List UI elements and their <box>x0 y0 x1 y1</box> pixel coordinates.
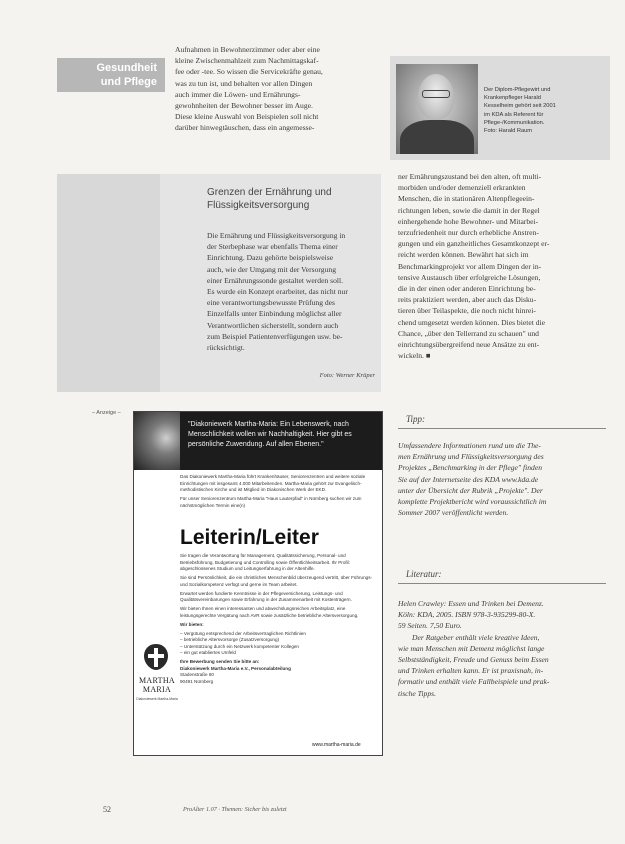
text-line: Sie auf der Internetseite des KDA www.kda.de <box>398 474 539 484</box>
text-line: darüber hinwegtäuschen, dass ein angemesse- <box>175 123 315 133</box>
text-line: auch immer die Löwen- und Ernährungs- <box>175 89 301 99</box>
martha-maria-logo-icon <box>142 642 170 672</box>
text-line: reits praktiziert werden, aber auch das Disku- <box>398 295 537 305</box>
text-line: wickeln. ■ <box>398 351 431 361</box>
caption-line: im KDA als Referent für <box>484 111 544 118</box>
boxed-article-text <box>207 230 375 353</box>
text-line: terzufriedenheit nur durch erhebliche Anstren- <box>398 228 539 238</box>
text-line: gungen und ein ganzheitliches Gesamtkonzept er- <box>398 239 550 249</box>
ad-offer-item: – Vergütung entsprechend der Arbeitsvertraglichen Richtlinien <box>180 630 306 636</box>
tipp-text <box>398 440 606 518</box>
text-line: tensive Austausch über erfolgreiche Lösungen, <box>398 272 541 282</box>
caption-line: Foto: Harald Raum <box>484 128 533 135</box>
literatur-heading: Literatur: <box>398 567 606 584</box>
ad-offer-item: – ein gut etabliertes Umfeld <box>180 650 236 655</box>
text-line: Einrichtung. Dazu gehörte beispielsweise <box>207 253 334 263</box>
text-line: Menschen, die in stationären Altenpflegeein- <box>398 194 535 204</box>
text-line: tieren über Teilaspekte, die noch nicht hinrei- <box>398 306 536 316</box>
text-line: unter der Übersicht der Rubrik „Projekte". Der <box>398 485 543 495</box>
text-line: Verantwortlichen sicherstellt, sondern auch <box>207 320 339 330</box>
text-line: Die Ernährung und Flüssigkeitsversorgung in <box>207 231 346 240</box>
text-line: der Sterbephase war ebenfalls Thema einer <box>207 242 338 252</box>
text-line: zum Beispiel Patientenverfügungen usw. be- <box>207 331 343 341</box>
ad-label: – Anzeige – <box>92 410 121 416</box>
ad-paragraph: Wir bieten Ihnen einen interessanten und abwechslungsreichen Arbeitsplatz, eine leistungsgerechte Vergütung nach AVR sowie zusätzliche betriebliche Altersversorgung. <box>180 606 359 618</box>
ad-quote: "Diakoniewerk Martha-Maria: Ein Lebenswerk, nach Menschlichkeit wollen wir Nachhaltigkeit. Hier gibt es persönliche Zuwendung. Auf allen Ebenen." <box>180 412 382 470</box>
text-line: morbiden und/oder demenziell erkrankten <box>398 183 526 193</box>
ad-paragraph: Erwartet werden fundierte Kenntnisse in der Pflegeversicherung, Leistungs- und Qualitätsvereinbarungen sowie Erfahrung in der Zusammenarbeit mit Kostenträgern. <box>180 590 352 602</box>
text-line: was zu tun ist, und behalten vor allen Dingen <box>175 78 313 88</box>
text-line: wie man Menschen mit Demenz möglichst lange <box>398 643 545 653</box>
text-line: Projektes „Benchmarking in der Pflege" finden <box>398 463 542 473</box>
section-tag <box>57 58 165 92</box>
logo-wordmark <box>136 676 178 694</box>
text-line: eine verantwortungsbewusste Prüfung des <box>207 298 336 308</box>
ad-offer-item: – betriebliche Altersvorsorge (Zusatzversorgung) <box>180 637 280 642</box>
page-number: 52 <box>103 805 111 814</box>
caption-line: Der Diplom-Pflegewirt und <box>484 87 551 93</box>
caption-line: Krankenpfleger Harald <box>484 95 541 102</box>
text-line: Einzelfalls unter Einbindung möglichst aller <box>207 309 342 319</box>
text-line: Der Ratgeber enthält viele kreative Ideen, <box>412 632 540 642</box>
text-line: formativ und enthält viele Fallbeispiele und prak- <box>398 677 550 687</box>
tipp-heading: Tipp: <box>398 412 606 429</box>
ad-body <box>180 553 378 685</box>
ad-paragraph: Sie sind Persönlichkeit, die ein christliches Menschenbild überzeugend vertritt, über Führungs- und Sozialkompetenz verfügt und gerne im Team arbeitet. <box>180 575 373 587</box>
text-line: chend umgesetzt werden können. Dies bietet die <box>398 317 545 327</box>
text-line: gewohnheiten der Bewohner besser im Auge. <box>175 101 313 111</box>
ad-position-title: Leiterin/Leiter <box>180 526 319 549</box>
text-line: 59 Seiten. 7,50 Euro. <box>398 621 462 631</box>
text-line: tische Tipps. <box>398 688 436 698</box>
text-line: auch, wie der Umgang mit der Versorgung <box>207 264 336 274</box>
text-line: die in der einen oder anderen Einrichtung be- <box>398 284 536 294</box>
logo-name-line: MARTHA <box>139 676 175 685</box>
text-line: Chance, „über den Tellerrand zu schauen" und <box>398 328 539 338</box>
text-line: ner Ernährungszustand bei den alten, oft multi- <box>398 172 542 181</box>
ad-paragraph: Sie tragen die Verantwortung für Management, Qualitätssicherung, Personal- und Betriebsführung, Budgetierung und Controlling sowie Öffentlichkeitsarbeit. Ihr Profil: abgeschlossenes Studium und Leitungserfahrung in der Altenhilfe. <box>180 553 350 571</box>
text-line: men Ernährung und Flüssigkeitsversorgung des <box>398 452 544 462</box>
intro-column <box>175 44 372 134</box>
photo-credit: Foto: Werner Krüper <box>319 372 375 379</box>
caption-line: Pflege-/Kommunikation. <box>484 119 545 126</box>
text-line: und Trinken erhalten kann. Er ist praxisnah, in- <box>398 666 544 676</box>
text-line: komplette Projektbericht wird voraussichtlich im <box>398 497 547 507</box>
right-column-text <box>398 171 606 361</box>
ad-offer-item: – Unterstützung durch ein Netzwerk kompetenter Kollegen <box>180 643 299 649</box>
section-tag-line1: Gesundheit <box>96 62 157 74</box>
author-caption <box>484 86 606 135</box>
footer-title: ProAlter 1.07 · Themen: Sicher bis zuletzt <box>183 806 287 813</box>
boxed-article-title <box>207 186 377 212</box>
text-line: einer Ernährungssonde gestaltet werden soll. <box>207 275 344 285</box>
section-tag-line2: und Pflege <box>100 76 157 88</box>
text-line: fee oder -tee. So wissen die Servicekräfte genau, <box>175 67 323 77</box>
text-line: Benchmarkingprojekt vor allem Dingen der in- <box>398 261 542 271</box>
text-line: Es wurde ein Konzept erarbeitet, das nicht nur <box>207 287 348 297</box>
text-line: Sommer 2007 veröffentlicht werden. <box>398 508 509 518</box>
text-line: Diese kleine Auswahl von Beispielen soll nicht <box>175 112 319 122</box>
text-line: richtungen leben, sowie die damit in der Regel <box>398 205 540 215</box>
ad-intro-text: Für unser Seniorenzentrum Martha-Maria "Haus Lauterpfad" in Nürnberg suchen wir zum nächstmöglichen Termin eine(n) <box>180 496 362 508</box>
ad-offers-title <box>180 622 378 629</box>
ad-contact-org: Diakoniewerk Martha-Maria e.V., Personalabteilung <box>180 665 291 671</box>
logo-subtitle: Diakoniewerk Martha-Maria <box>136 697 178 701</box>
caption-line: Kesselheim gehört seit 2001 <box>484 103 556 110</box>
logo-name-line: MARIA <box>142 685 172 694</box>
ad-website-link[interactable]: www.martha-maria.de <box>312 742 361 748</box>
text-line: reicht werden können. Bewährt hat sich im <box>398 250 529 260</box>
text-line: kleine Zwischenmahlzeit zum Nachmittagskaf- <box>175 56 319 66</box>
literatur-text <box>398 598 606 699</box>
text-line: einhergehende hohe Bewohner- und Mitarbei- <box>398 216 539 226</box>
ad-contact-heading: Ihre Bewerbung senden Sie bitte an: <box>180 659 260 664</box>
text-line: einrichtungsübergreifend neue Ansätze zu ent- <box>398 340 540 350</box>
ad-offers-heading: Wir bieten: <box>180 621 204 627</box>
ad-intro <box>180 474 378 512</box>
author-photo <box>396 64 478 154</box>
title-line: Grenzen der Ernährung und <box>207 187 332 198</box>
ad-contact-line: 90491 Nürnberg <box>180 678 214 684</box>
text-line: rücksichtigt. <box>207 343 245 353</box>
ad-contact-line: Stadenstraße 60 <box>180 672 214 677</box>
text-line: Köln: KDA, 2005. ISBN 978-3-935299-80-X. <box>398 610 536 620</box>
text-line: Aufnahmen in Bewohnerzimmer oder aber eine <box>175 45 320 54</box>
title-line: Flüssigkeitsversorgung <box>207 200 310 211</box>
text-line: Umfassendere Informationen rund um die The- <box>398 441 541 450</box>
text-line: Selbstständigkeit, Freude und Genuss beim Essen <box>398 655 549 665</box>
ad-portrait <box>134 412 180 470</box>
text-line: Helen Crawley: Essen und Trinken bei Demenz. <box>398 599 544 608</box>
ad-intro-text: Das Diakoniewerk Martha-Maria führt Krankenhäuser, Seniorenzentren und weitere soziale Einrichtungen mit insgesamt 4.000 Mitarbeitenden. Martha-Maria gehört zur Evangelisch-methodistischen Kirche und ist Mitglied im Diakonischen Werk der EKD. <box>180 474 366 492</box>
